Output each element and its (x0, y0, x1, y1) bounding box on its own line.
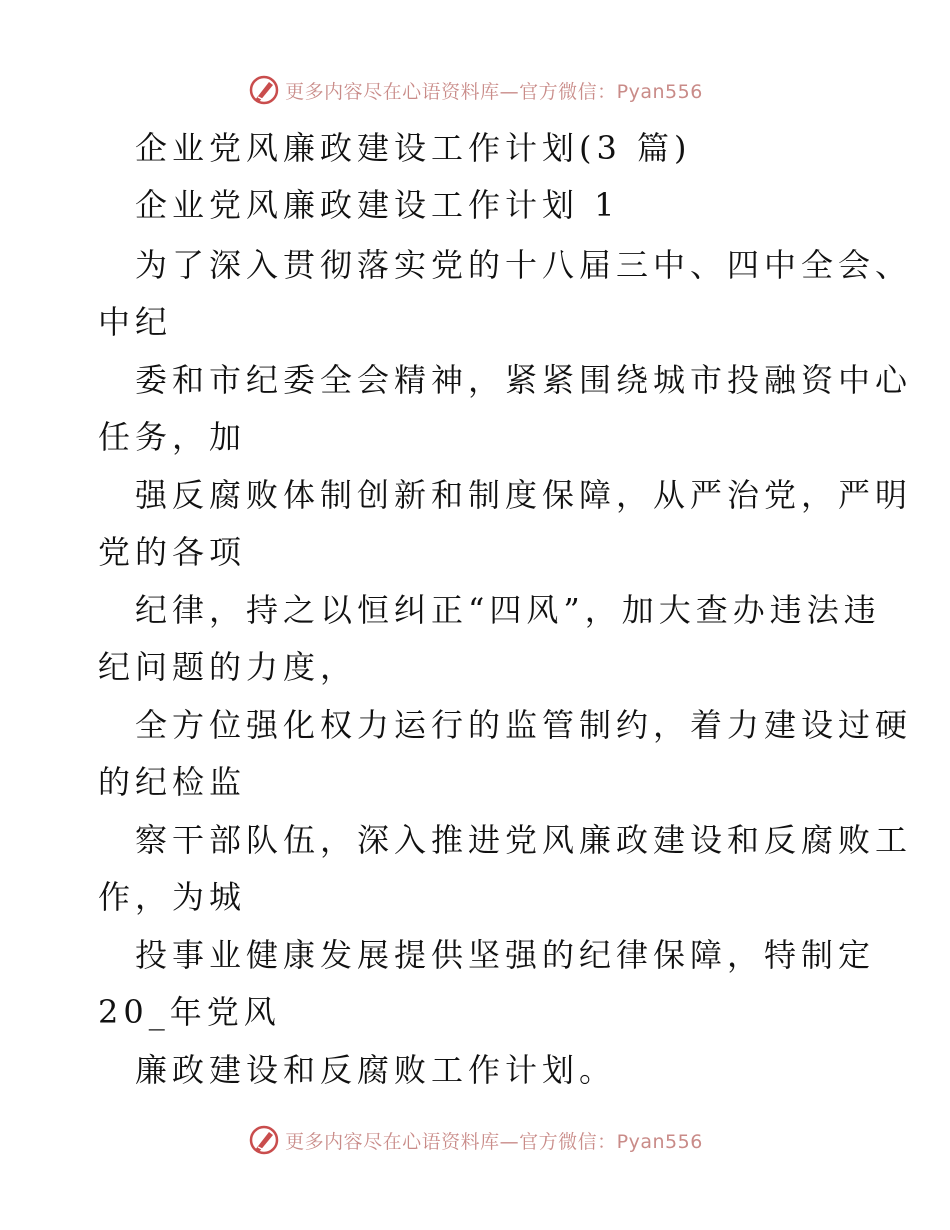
paragraph-line: 投事业健康发展提供坚强的纪律保障，特制定 (135, 936, 876, 974)
paragraph-line: 廉政建设和反腐败工作计划。 (135, 1051, 617, 1089)
paragraph-line: 作，为城 (98, 878, 247, 916)
paragraph-line: 为了深入贯彻落实党的十八届三中、四中全会、 (135, 246, 913, 284)
paragraph-line: 任务，加 (98, 418, 247, 456)
quill-logo-icon (247, 73, 281, 107)
paragraph-line: 党的各项 (98, 533, 247, 571)
document-title: 企业党风廉政建设工作计划(3 篇) (135, 129, 692, 167)
watermark-text: 更多内容尽在心语资料库—官方微信：Pyan556 (285, 1130, 703, 1153)
paragraph-line: 纪律，持之以恒纠正“四风”，加大查办违法违 (135, 591, 881, 629)
paragraph-line: 委和市纪委全会精神，紧紧围绕城市投融资中心 (135, 361, 913, 399)
paragraph-line: 20_年党风 (98, 993, 281, 1031)
paragraph-line: 全方位强化权力运行的监管制约，着力建设过硬 (135, 706, 913, 744)
paragraph-line: 中纪 (98, 303, 173, 341)
header-watermark (0, 70, 950, 110)
watermark-text: 更多内容尽在心语资料库—官方微信：Pyan556 (285, 80, 703, 103)
paragraph-line: 强反腐败体制创新和制度保障，从严治党，严明 (135, 476, 913, 514)
paragraph-line: 的纪检监 (98, 763, 247, 801)
footer-watermark (0, 1120, 950, 1160)
document-subtitle: 企业党风廉政建设工作计划 1 (135, 186, 620, 224)
paragraph-line: 纪问题的力度， (98, 648, 358, 686)
paragraph-line: 察干部队伍，深入推进党风廉政建设和反腐败工 (135, 821, 913, 859)
quill-logo-icon (247, 1123, 281, 1157)
